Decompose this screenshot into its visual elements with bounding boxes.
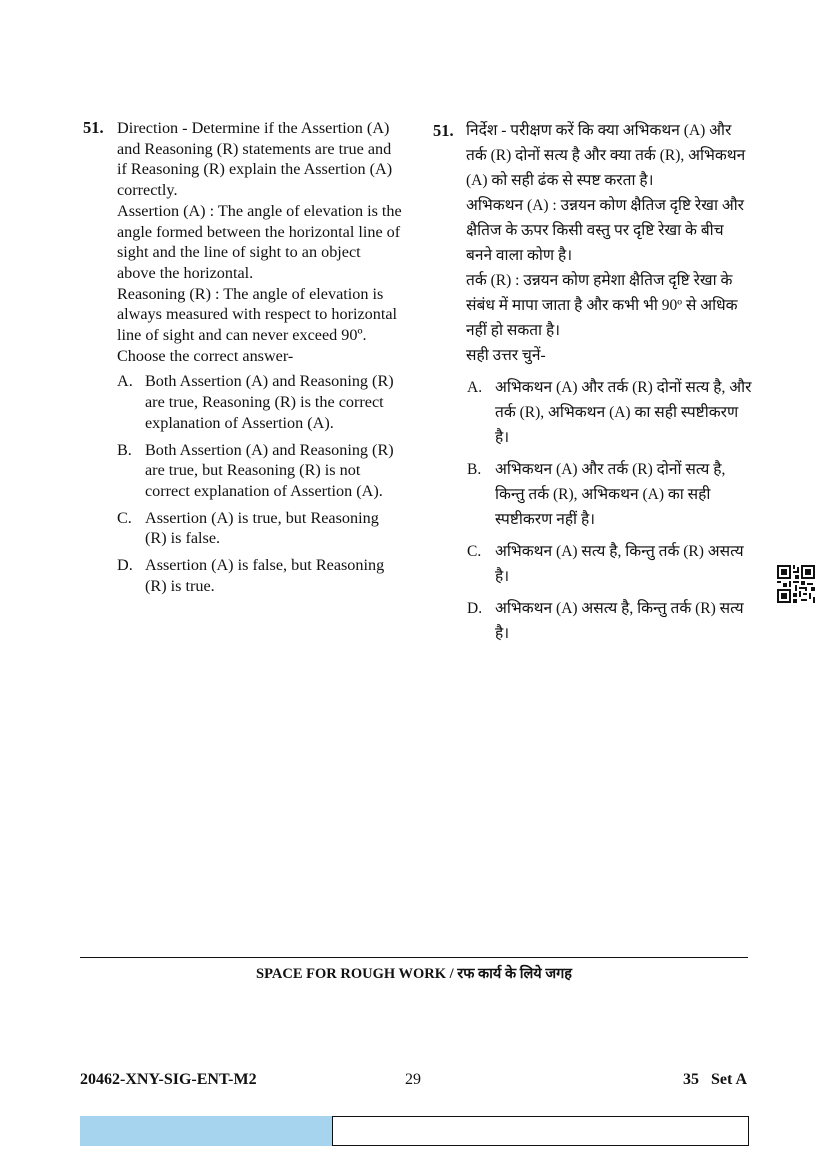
booklet-code: 20462-XNY-SIG-ENT-M2 xyxy=(80,1071,257,1088)
option-text: अभिकथन (A) सत्य है, किन्तु तर्क (R) असत्य है। xyxy=(495,543,744,585)
option-c[interactable] xyxy=(117,508,403,549)
option-text: Assertion (A) is false, but Reasoning (R) is true. xyxy=(145,556,385,595)
question-body xyxy=(466,118,753,368)
prompt-text: सही उत्तर चुनें- xyxy=(466,347,546,364)
option-text: अभिकथन (A) असत्य है, किन्तु तर्क (R) सत्य है। xyxy=(495,600,744,642)
set-label: 35 Set A xyxy=(683,1071,747,1088)
option-b[interactable] xyxy=(467,457,753,532)
option-letter: A. xyxy=(117,372,133,391)
assertion-text: Assertion (A) : The angle of elevation is the angle formed between the horizontal line of sight and the line of sight to an object above the horizontal. xyxy=(117,201,402,282)
option-letter: C. xyxy=(117,508,132,527)
option-a[interactable] xyxy=(117,371,403,433)
reasoning-text: Reasoning (R) : The angle of elevation is always measured with respect to horizontal line of sight and can never exceed 90º. xyxy=(117,284,398,345)
option-text: Both Assertion (A) and Reasoning (R) are true, but Reasoning (R) is not correct explanation of Assertion (A). xyxy=(145,440,394,500)
option-text: अभिकथन (A) और तर्क (R) दोनों सत्य है, किन्तु तर्क (R), अभिकथन (A) का सही स्पष्टीकरण नहीं है। xyxy=(495,461,726,528)
footer-blank-box xyxy=(332,1116,749,1146)
question-hindi xyxy=(433,118,753,653)
direction-text: Direction - Determine if the Assertion (A) and Reasoning (R) statements are true and if Reasoning (R) explain the Assertion (A) correctly. xyxy=(117,119,393,200)
option-letter: B. xyxy=(467,461,482,478)
option-letter: D. xyxy=(117,556,133,575)
option-d[interactable] xyxy=(117,555,403,596)
divider xyxy=(80,957,748,958)
option-c[interactable] xyxy=(467,539,753,589)
option-text: Assertion (A) is true, but Reasoning (R) is false. xyxy=(145,508,379,548)
options-list xyxy=(117,371,403,596)
option-a[interactable] xyxy=(467,375,753,450)
question-number: 51. xyxy=(433,121,454,140)
reasoning-text: तर्क (R) : उन्नयन कोण हमेशा क्षैतिज दृष्टि रेखा के संबंध में मापा जाता है और कभी भी 90º से अधिक नहीं हो सकता है। xyxy=(466,272,738,339)
qr-code-icon xyxy=(777,565,815,603)
question-number: 51. xyxy=(83,118,104,137)
option-text: Both Assertion (A) and Reasoning (R) are true, Reasoning (R) is the correct explanation of Assertion (A). xyxy=(145,372,394,432)
options-list xyxy=(467,375,753,646)
footer-color-bar xyxy=(80,1116,332,1146)
question-body xyxy=(117,118,403,366)
assertion-text: अभिकथन (A) : उन्नयन कोण क्षैतिज दृष्टि रेखा और क्षैतिज के ऊपर किसी वस्तु पर दृष्टि रेखा के बीच बनने वाला कोण है। xyxy=(466,197,745,264)
option-d[interactable] xyxy=(467,596,753,646)
option-text: अभिकथन (A) और तर्क (R) दोनों सत्य है, और तर्क (R), अभिकथन (A) का सही स्पष्टीकरण है। xyxy=(495,379,752,446)
option-b[interactable] xyxy=(117,440,403,502)
question-english xyxy=(83,118,403,602)
direction-text: निर्देश - परीक्षण करें कि क्या अभिकथन (A) और तर्क (R) दोनों सत्य है और क्या तर्क (R), अभिकथन (A) को सही ढंक से स्पष्ट करता है। xyxy=(466,122,746,189)
option-letter: D. xyxy=(467,600,483,617)
option-letter: C. xyxy=(467,543,482,560)
option-letter: B. xyxy=(117,440,132,459)
prompt-text: Choose the correct answer- xyxy=(117,346,294,365)
page-number: 29 xyxy=(405,1071,421,1088)
option-letter: A. xyxy=(467,379,483,396)
rough-work-label: SPACE FOR ROUGH WORK / रफ कार्य के लिये जगह xyxy=(256,966,572,982)
